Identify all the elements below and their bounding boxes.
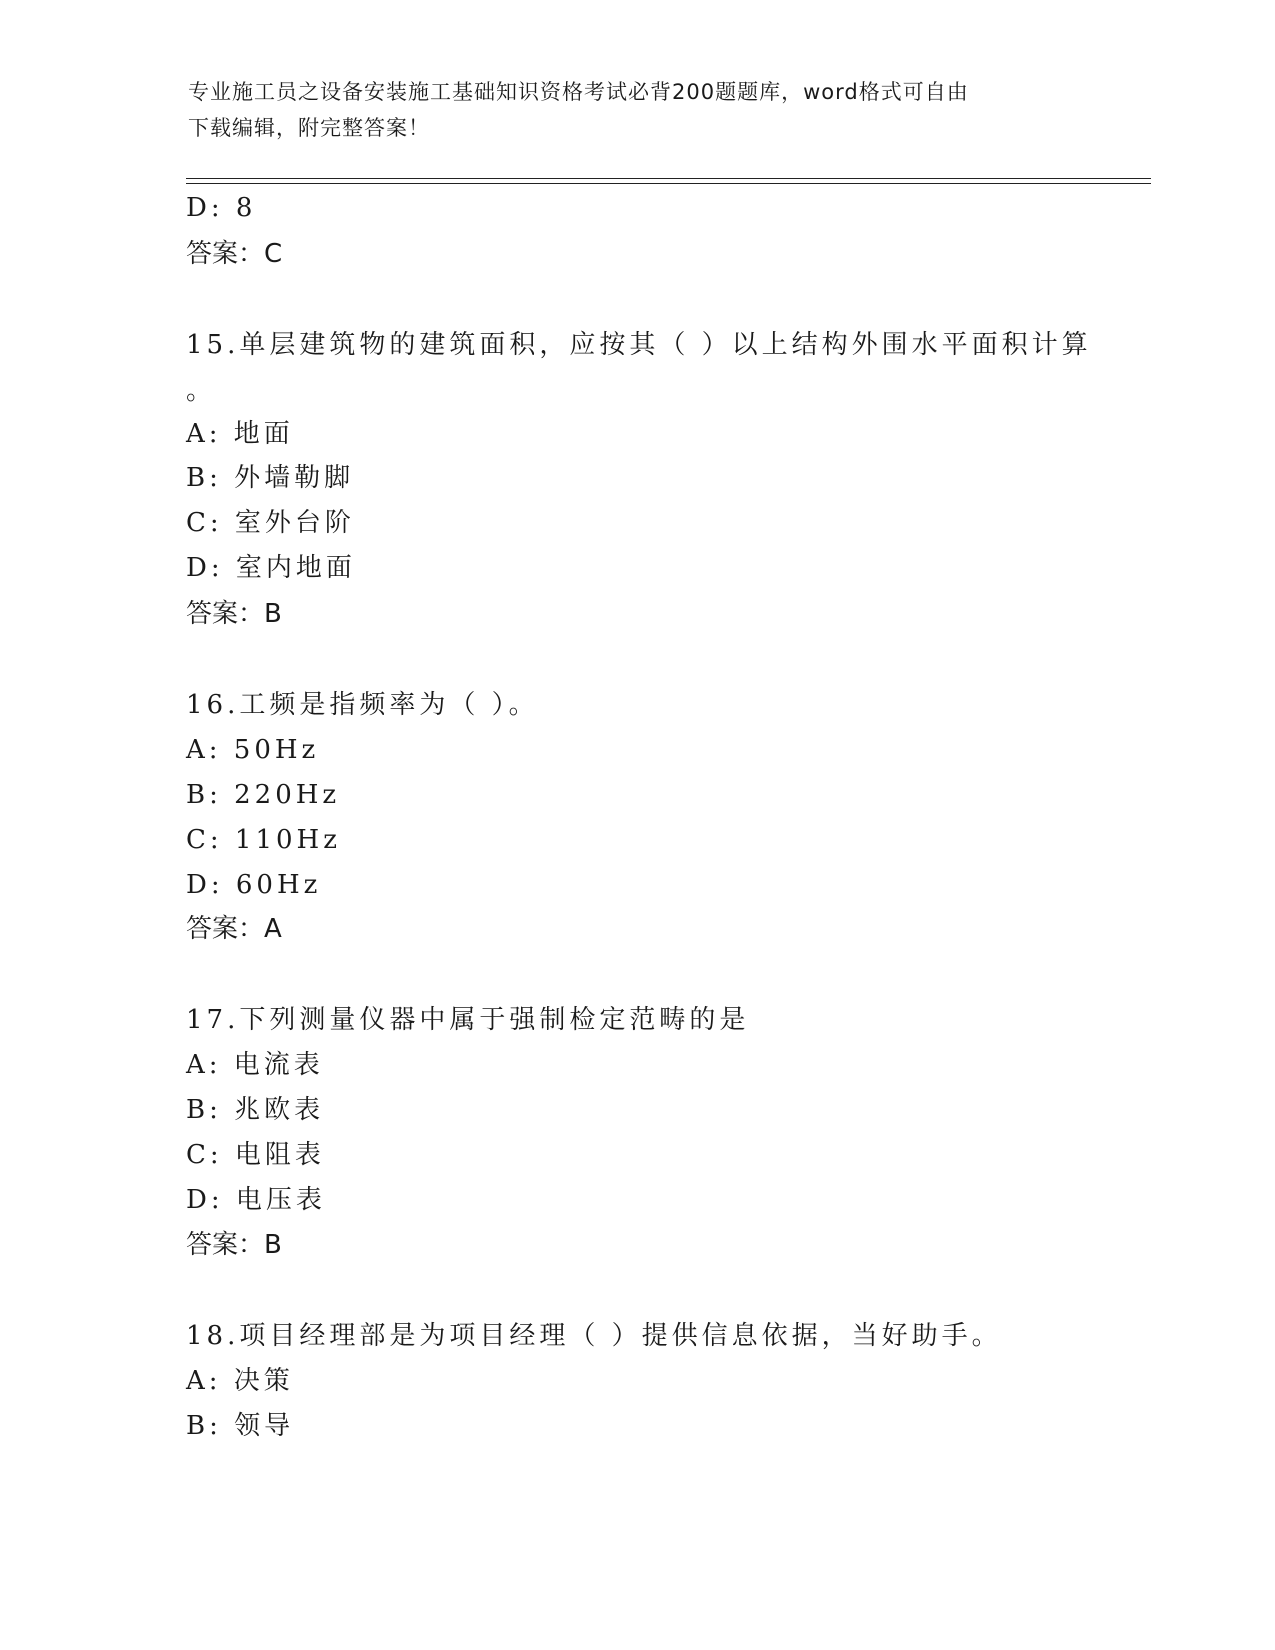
q18-option-b: B: 领导: [186, 1411, 295, 1441]
q14-option-d: D: 8: [186, 193, 257, 223]
q17-option-d: D: 电压表: [186, 1185, 326, 1215]
q16-option-d: D: 60Hz: [186, 870, 322, 900]
q15-option-c: C: 室外台阶: [186, 508, 355, 538]
header-title-line-2: 下载编辑，附完整答案！: [188, 116, 430, 140]
document-header: [188, 74, 1088, 146]
q16-option-b: B: 220Hz: [186, 780, 341, 810]
q15-option-d: D: 室内地面: [186, 553, 356, 583]
q16-question: 16.工频是指频率为（ ）。: [186, 690, 539, 720]
q15-answer: 答案：B: [186, 599, 282, 629]
header-divider-top: [186, 178, 1151, 179]
q14-answer: 答案：C: [186, 239, 283, 269]
q17-option-a: A: 电流表: [186, 1050, 324, 1080]
q17-option-c: C: 电阻表: [186, 1140, 325, 1170]
q16-option-c: C: 110Hz: [186, 825, 341, 855]
q15-option-b: B: 外墙勒脚: [186, 463, 355, 493]
q15-question-line-1: 15.单层建筑物的建筑面积，应按其（ ）以上结构外围水平面积计算: [186, 330, 1092, 360]
q17-question: 17.下列测量仪器中属于强制检定范畴的是: [186, 1005, 750, 1035]
header-title-line-1: 专业施工员之设备安装施工基础知识资格考试必背200题题库，word格式可自由: [188, 80, 969, 104]
q18-option-a: A: 决策: [186, 1366, 294, 1396]
q15-option-a: A: 地面: [186, 419, 294, 449]
q18-question: 18.项目经理部是为项目经理（ ）提供信息依据，当好助手。: [186, 1321, 1002, 1351]
q15-question-line-2: 。: [186, 376, 217, 406]
q17-option-b: B: 兆欧表: [186, 1095, 325, 1125]
q17-answer: 答案：B: [186, 1230, 282, 1260]
q16-option-a: A: 50Hz: [186, 735, 320, 765]
header-divider-bottom: [186, 183, 1151, 184]
q16-answer: 答案：A: [186, 914, 282, 944]
